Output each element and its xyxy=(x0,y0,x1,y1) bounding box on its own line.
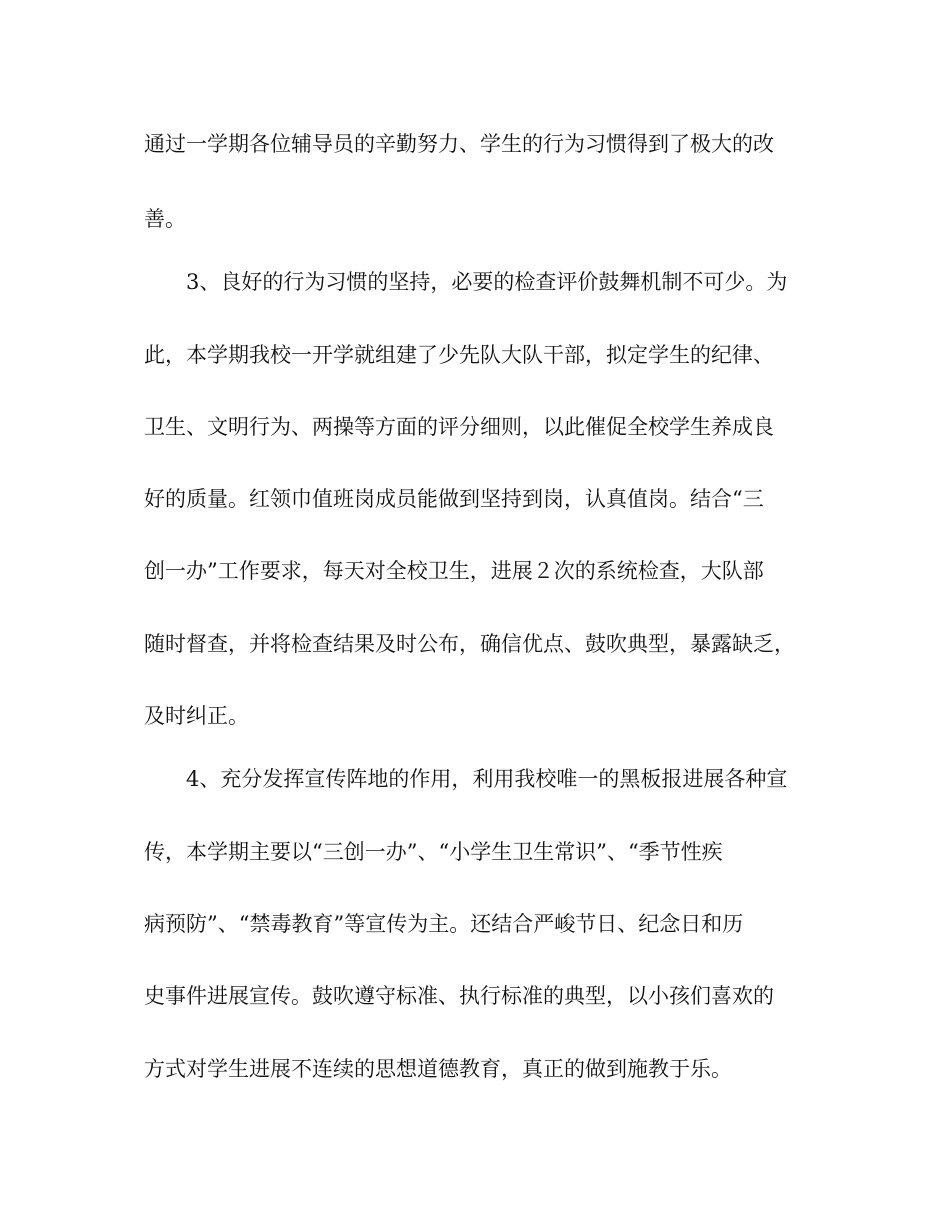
text-line-10: 4、充分发挥宣传阵地的作用，利用我校唯一的黑板报进展各种宣 xyxy=(186,767,788,791)
text-line-7: 创一办”工作要求，每天对全校卫生，进展２次的系统检查，大队部 xyxy=(144,559,764,583)
text-line-6: 好的质量。红领巾值班岗成员能做到坚持到岗，认真值岗。结合“三 xyxy=(144,487,764,511)
text-line-11: 传，本学期主要以“三创一办”、“小学生卫生常识”、“季节性疾 xyxy=(144,840,723,864)
text-line-12: 病预防”、“禁毒教育”等宣传为主。还结合严峻节日、纪念日和历 xyxy=(144,912,744,936)
text-line-9: 及时纠正。 xyxy=(144,704,249,728)
text-line-1: 通过一学期各位辅导员的辛勤努力、学生的行为习惯得到了极大的改 xyxy=(144,132,774,156)
text-line-2: 善。 xyxy=(144,207,186,231)
text-line-8: 随时督查，并将检查结果及时公布，确信优点、鼓吹典型，暴露缺乏， xyxy=(144,632,795,656)
text-line-13: 史事件进展宣传。鼓吹遵守标准、执行标准的典型，以小孩们喜欢的 xyxy=(144,984,774,1008)
text-line-4: 此，本学期我校一开学就组建了少先队大队干部，拟定学生的纪律、 xyxy=(144,343,774,367)
text-line-5: 卫生、文明行为、两操等方面的评分细则，以此催促全校学生养成良 xyxy=(144,415,774,439)
text-line-3: 3、良好的行为习惯的坚持，必要的检查评价鼓舞机制不可少。为 xyxy=(186,270,788,294)
text-line-14: 方式对学生进展不连续的思想道德教育，真正的做到施教于乐。 xyxy=(144,1057,732,1081)
